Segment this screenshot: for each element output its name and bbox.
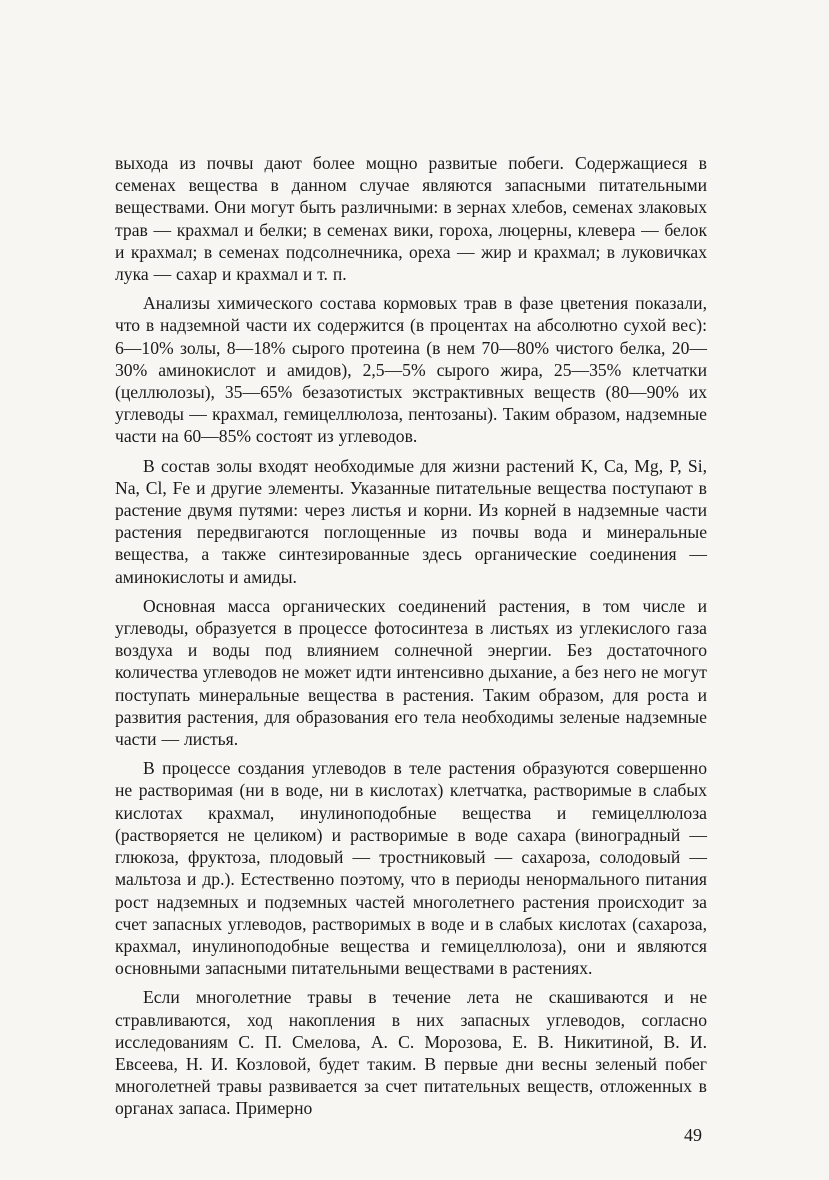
paragraph-carbohydrates: В процессе создания углеводов в теле растения образуются совершенно не растворимая (ни в воде, ни в кислотах) клетчатка, растворимые в слабых кислотах крахмал, инулиноподобные вещества и гемицеллюлоза (растворяется не целиком) и растворимые в воде сахара (виноградный — глюкоза, фруктоза, плодовый — тростниковый — сахароза, солодовый — мальтоза и др.). Естественно поэтому, что в периоды ненормального питания рост надземных и подземных частей многолетнего растения происходит за счет запасных углеводов, растворимых в воде и в слабых кислотах (сахароза, крахмал, инулиноподобные вещества и гемицеллюлоза), они и являются основными запасными питательными веществами в растениях. <box>115 758 707 979</box>
paragraph-chemical-composition: Анализы химического состава кормовых трав в фазе цветения показали, что в надземной части их содержится (в процентах на абсолютно сухой вес): 6—10% золы, 8—18% сырого протеина (в нем 70—80% чистого белка, 20—30% аминокислот и амидов), 2,5—5% сырого жира, 25—35% клетчатки (целлюлозы), 35—65% безазотистых экстрактивных веществ (80—90% их углеводы — крахмал, гемицеллюлоза, пентозаны). Таким образом, надземные части на 60—85% состоят из углеводов. <box>115 293 707 447</box>
paragraph-ash-elements: В состав золы входят необходимые для жизни растений K, Ca, Mg, P, Si, Na, Cl, Fe и другие элементы. Указанные питательные вещества поступают в растение двумя путями: через листья и корни. Из корней в надземные части растения передвигаются поглощенные из почвы вода и минеральные вещества, а также синтезированные здесь органические соединения — аминокислоты и амиды. <box>115 455 707 587</box>
paragraph-seed-reserves: выхода из почвы дают более мощно развитые побеги. Содержащиеся в семенах вещества в данном случае являются запасными питательными веществами. Они могут быть различными: в зернах хлебов, семенах злаковых трав — крахмал и белки; в семенах вики, гороха, люцерны, клевера — белок и крахмал; в семенах подсолнечника, ореха — жир и крахмал; в луковичках лука — сахар и крахмал и т. п. <box>115 153 707 285</box>
page-text-body <box>115 152 707 1127</box>
page-number: 49 <box>684 1125 702 1145</box>
paragraph-photosynthesis: Основная масса органических соединений растения, в том числе и углеводы, образуется в процессе фотосинтеза в листьях из углекислого газа воздуха и воды под влиянием солнечной энергии. Без достаточного количества углеводов не может идти интенсивно дыхание, а без него не могут поступать минеральные вещества в растения. Таким образом, для роста и развития растения, для образования его тела необходимы зеленые надземные части — листья. <box>115 595 707 750</box>
paragraph-reserve-accumulation: Если многолетние травы в течение лета не скашиваются и не стравливаются, ход накопления в них запасных углеводов, согласно исследованиям С. П. Смелова, А. С. Морозова, Е. В. Никитиной, В. И. Евсеева, Н. И. Козловой, будет таким. В первые дни весны зеленый побег многолетней травы развивается за счет питательных веществ, отложенных в органах запаса. Примерно <box>115 987 707 1119</box>
